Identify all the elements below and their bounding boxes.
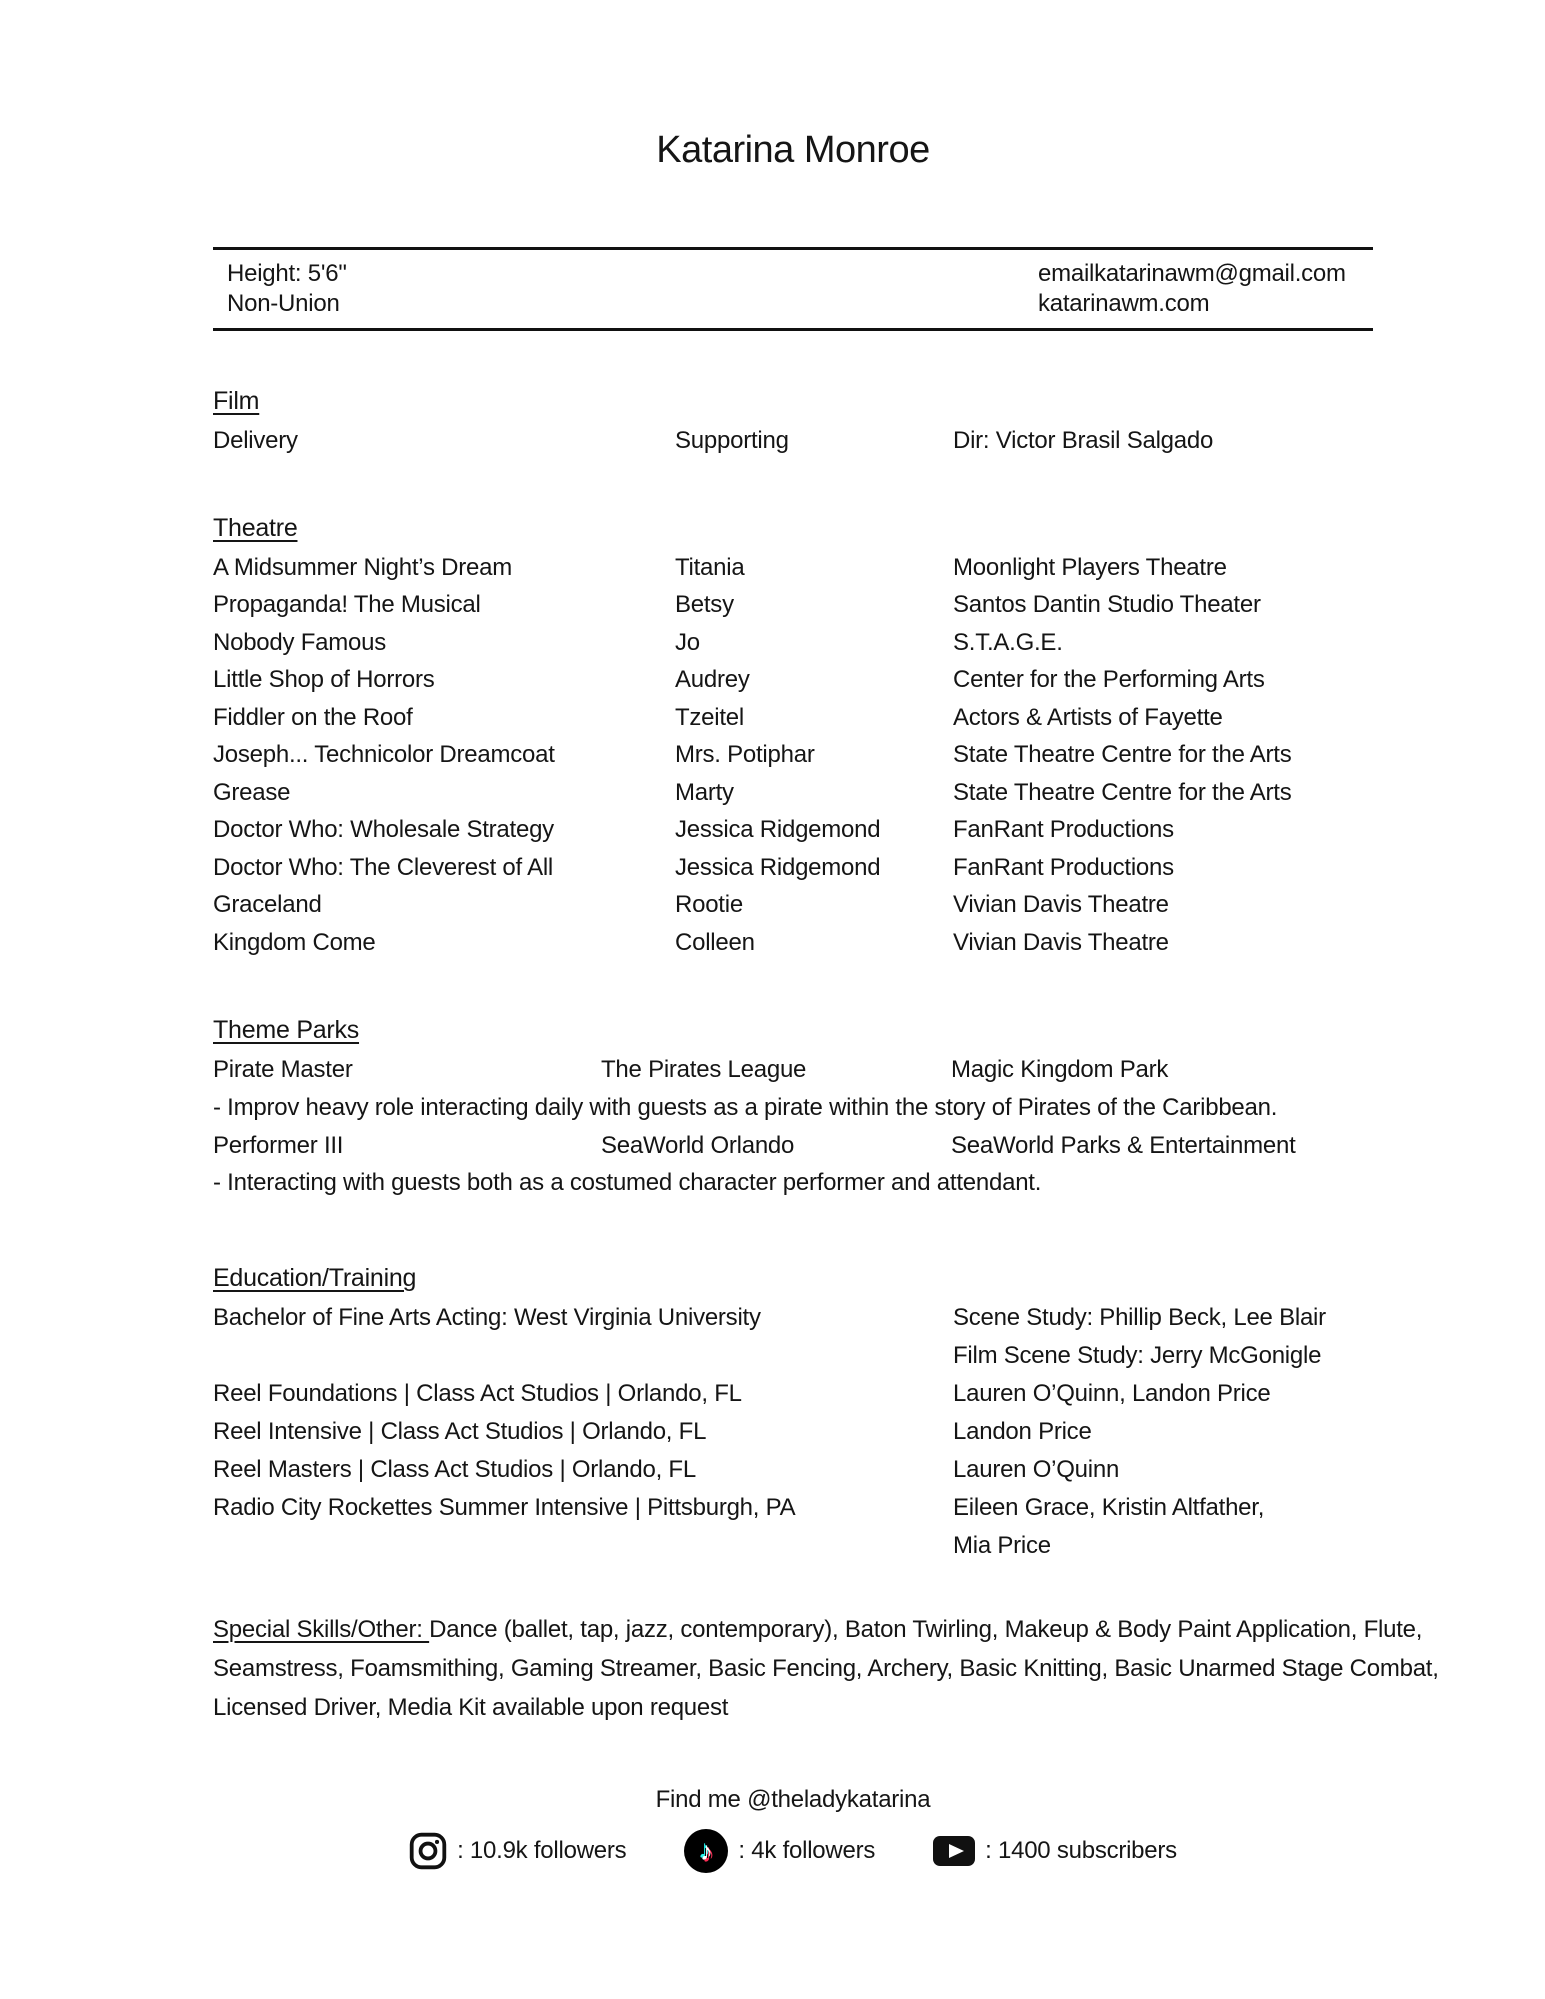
theatre-row [213,549,1373,587]
youtube-subscribers-label: : 1400 subscribers [985,1837,1177,1864]
youtube-icon [933,1836,975,1866]
section-theme-parks [213,1014,1373,1202]
production-title: Doctor Who: The Cleverest of All [213,853,554,881]
education-instructors: Lauren O’Quinn [953,1456,1120,1483]
theme-park-entry [213,1051,1373,1127]
education-instructors: Scene Study: Phillip Beck, Lee Blair [953,1304,1326,1331]
theme-park-row [213,1051,1373,1089]
theatre-rows [213,549,1373,962]
production-title: A Midsummer Night’s Dream [213,553,512,581]
education-row [213,1451,1373,1489]
production-title: Delivery [213,427,298,454]
role-name: Tzeitel [675,703,745,731]
theatre-row [213,774,1373,812]
theatre-row [213,811,1373,849]
education-instructors: Film Scene Study: Jerry McGonigle [953,1342,1322,1369]
production-title: Grease [213,778,291,806]
education-row [213,1413,1373,1451]
production-title: Doctor Who: Wholesale Strategy [213,816,554,843]
theatre-company: State Theatre Centre for the Arts [953,741,1292,768]
film-row [213,422,1373,460]
park-program: The Pirates League [601,1056,807,1083]
park-organization: SeaWorld Parks & Entertainment [951,1131,1296,1159]
education-rows [213,1299,1373,1565]
height-line: Height: 5'6" [227,260,347,287]
education-program: Reel Foundations | Class Act Studios | Orlando, FL [213,1380,742,1407]
education-row [213,1489,1373,1527]
instagram-stat [409,1832,626,1870]
instagram-icon [409,1832,447,1870]
tiktok-stat [684,1829,875,1873]
theatre-row [213,924,1373,962]
tiktok-followers-label: : 4k followers [738,1837,876,1864]
theatre-company: Santos Dantin Studio Theater [953,591,1261,618]
section-education [213,1262,1373,1565]
theatre-company: Actors & Artists of Fayette [953,703,1223,731]
education-row [213,1375,1373,1413]
education-program: Reel Masters | Class Act Studios | Orlando, FL [213,1456,696,1483]
role-name: Jessica Ridgemond [675,816,881,843]
education-program: Reel Intensive | Class Act Studios | Orlando, FL [213,1418,707,1445]
production-title: Little Shop of Horrors [213,666,435,693]
park-role: Performer III [213,1131,344,1159]
theatre-company: Vivian Davis Theatre [953,891,1169,918]
special-skills-heading: Special Skills/Other: [213,1616,430,1643]
role-name: Jessica Ridgemond [675,853,881,881]
park-note: - Interacting with guests both as a costumed character performer and attendant. [213,1169,1042,1196]
role-name: Marty [675,778,734,806]
production-title: Kingdom Come [213,928,376,956]
education-program: Bachelor of Fine Arts Acting: West Virginia University [213,1304,761,1331]
theatre-row [213,699,1373,737]
youtube-stat [933,1836,1177,1866]
production-title: Nobody Famous [213,628,386,656]
role-name: Colleen [675,928,755,956]
role-name: Jo [675,628,700,656]
education-program: Radio City Rockettes Summer Intensive | Pittsburgh, PA [213,1494,796,1521]
union-status-line: Non-Union [227,290,340,317]
theatre-company: Vivian Davis Theatre [953,928,1169,956]
education-instructors: Landon Price [953,1418,1092,1445]
social-stats-row [213,1829,1373,1873]
film-heading: Film [213,387,260,415]
education-instructors: Lauren O’Quinn, Landon Price [953,1380,1271,1407]
theatre-company: State Theatre Centre for the Arts [953,778,1292,806]
theme-park-entries [213,1051,1373,1202]
theatre-row [213,849,1373,887]
special-skills-paragraph [213,1610,1503,1727]
education-program [213,1527,953,1565]
website-line: katarinawm.com [1038,290,1210,317]
theatre-row [213,586,1373,624]
theatre-company: Center for the Performing Arts [953,666,1265,693]
theme-park-row [213,1127,1373,1165]
role-name: Supporting [675,427,789,454]
special-skills-text: Dance (ballet, tap, jazz, contemporary), Baton Twirling, Makeup & Body Paint Application, Flute, Seamstress, Foamsmithing, Gaming Streamer, Basic Fencing, Archery, Basic Knitting, Basic Unarmed Stage Combat, Licensed Driver, Media Kit available upon request [213,1616,1446,1721]
theatre-row [213,661,1373,699]
email-line: emailkatarinawm@gmail.com [1038,260,1346,287]
theatre-company: S.T.A.G.E. [953,628,1063,656]
education-heading: Education/Training [213,1264,417,1292]
education-row [213,1299,1373,1337]
production-title: Graceland [213,891,322,918]
theatre-company: Moonlight Players Theatre [953,553,1227,581]
park-program: SeaWorld Orlando [601,1131,795,1159]
role-name: Rootie [675,891,743,918]
park-note: - Improv heavy role interacting daily with guests as a pirate within the story of Pirates of the Caribbean. [213,1093,1278,1121]
theatre-company: FanRant Productions [953,853,1174,881]
director-credit: Dir: Victor Brasil Salgado [953,427,1214,454]
theme-parks-heading: Theme Parks [213,1016,360,1044]
social-handle-line: Find me @theladykatarina [655,1786,931,1813]
education-instructors: Eileen Grace, Kristin Altfather, [953,1494,1265,1521]
instagram-followers-label: : 10.9k followers [457,1837,627,1864]
section-theatre [213,512,1373,962]
role-name: Titania [675,553,745,581]
role-name: Betsy [675,591,734,618]
education-instructors: Mia Price [953,1532,1051,1559]
theme-park-entry [213,1127,1373,1203]
film-rows [213,422,1373,460]
contact-bar [213,247,1373,331]
theatre-heading: Theatre [213,513,298,542]
production-title: Joseph... Technicolor Dreamcoat [213,741,555,768]
park-role: Pirate Master [213,1056,353,1083]
education-row [213,1337,1373,1375]
theatre-row [213,886,1373,924]
contact-right [1038,259,1373,319]
education-program [213,1337,953,1375]
education-row [213,1527,1373,1565]
theatre-row [213,624,1373,662]
theatre-row [213,736,1373,774]
role-name: Audrey [675,666,750,693]
production-title: Propaganda! The Musical [213,591,481,618]
page-title: Katarina Monroe [656,129,930,171]
tiktok-icon: ♪ [684,1829,728,1873]
production-title: Fiddler on the Roof [213,703,413,731]
section-film [213,385,1373,460]
theatre-company: FanRant Productions [953,816,1174,843]
role-name: Mrs. Potiphar [675,741,815,768]
contact-left [227,259,347,319]
park-organization: Magic Kingdom Park [951,1056,1169,1083]
